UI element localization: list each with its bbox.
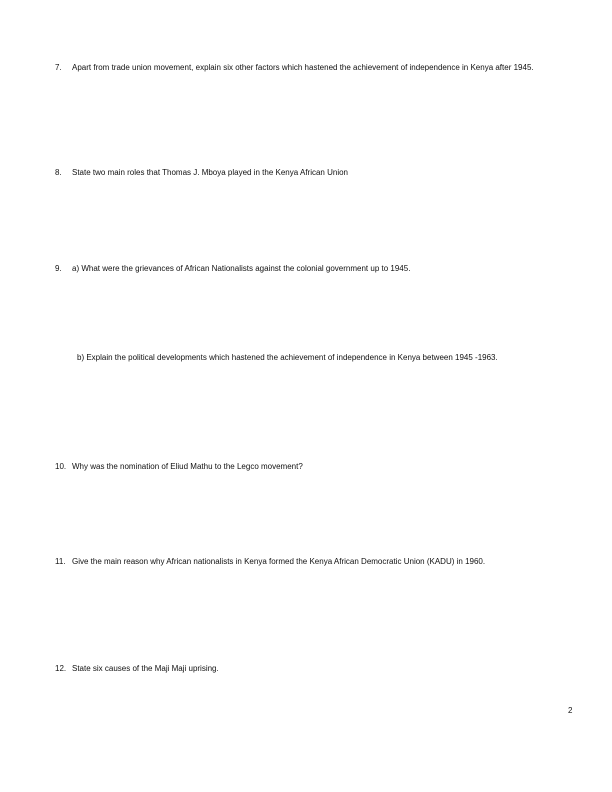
question-text: a) What were the grievances of African Nationalists against the colonial government up to 1945. bbox=[72, 264, 411, 273]
question-text: Give the main reason why African nationalists in Kenya formed the Kenya African Democratic Union (KADU) in 1960. bbox=[72, 557, 486, 566]
question-text: State two main roles that Thomas J. Mboya played in the Kenya African Union bbox=[72, 168, 348, 177]
question-9b bbox=[72, 351, 587, 365]
question-number: 7. bbox=[55, 63, 62, 72]
question-10 bbox=[55, 460, 585, 474]
question-text: Why was the nomination of Eliud Mathu to the Legco movement? bbox=[72, 462, 303, 471]
question-11 bbox=[55, 555, 585, 569]
question-number: 12. bbox=[55, 664, 67, 673]
question-7 bbox=[55, 61, 585, 75]
question-number: 10. bbox=[55, 462, 67, 471]
question-text: Apart from trade union movement, explain six other factors which hastened the achievement of independence in Kenya after 1945. bbox=[72, 63, 534, 72]
page-number: 2 bbox=[568, 706, 573, 715]
question-9a bbox=[55, 262, 585, 276]
question-8 bbox=[55, 166, 585, 180]
question-12 bbox=[55, 662, 585, 676]
question-number: 9. bbox=[55, 264, 62, 273]
question-number: 11. bbox=[55, 557, 66, 566]
question-text: b) Explain the political developments which hastened the achievement of independence in Kenya between 1945 -1963. bbox=[77, 353, 498, 362]
question-number: 8. bbox=[55, 168, 62, 177]
question-text: State six causes of the Maji Maji uprising. bbox=[72, 664, 219, 673]
